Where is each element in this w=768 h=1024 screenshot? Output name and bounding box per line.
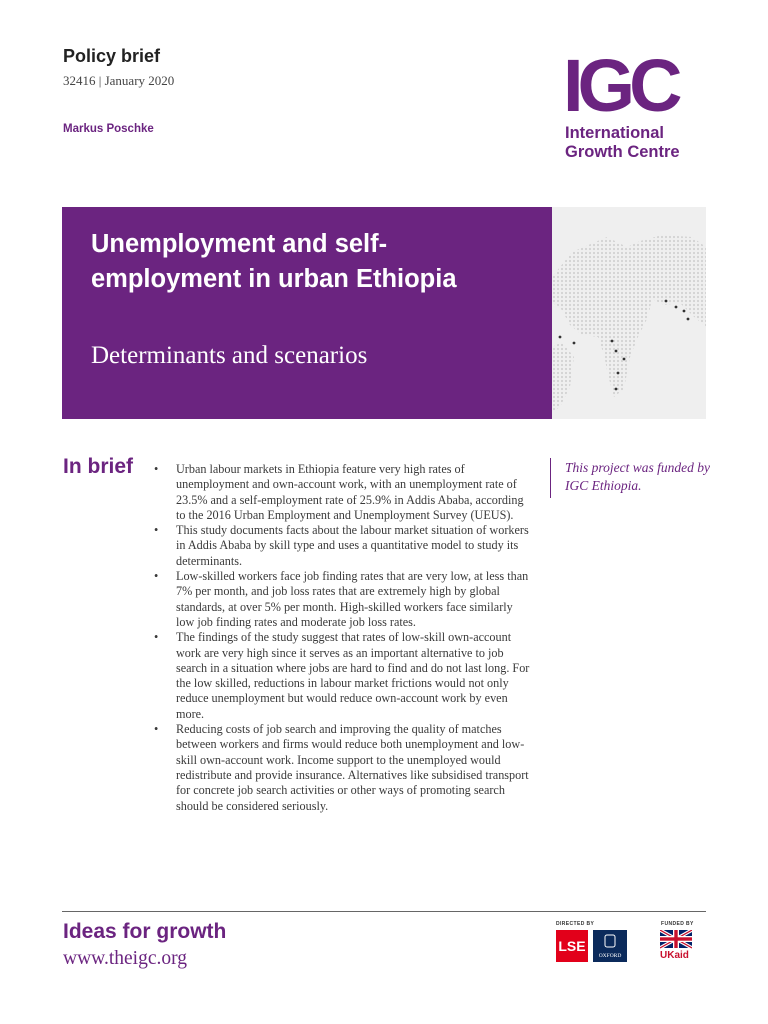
- in-brief-heading: In brief: [63, 455, 134, 478]
- page-subtitle: Determinants and scenarios: [91, 342, 368, 369]
- doc-type: Policy brief: [63, 46, 161, 66]
- igc-logo-mark: [563, 55, 695, 117]
- footer-url-link[interactable]: www.theigc.org: [63, 948, 188, 969]
- sidebar-divider: [550, 458, 551, 498]
- bullet-text: Low-skilled workers face job finding rates that are very low, at less than 7% per month, and job loss rates that are extremely high by global standards, at over 5% per month. High-skilled workers face similarly low job finding rates and moderate job loss rates.: [176, 569, 529, 629]
- directed-by-label: DIRECTED BY: [556, 921, 595, 927]
- igc-logo: [563, 55, 695, 122]
- list-item: [154, 722, 534, 814]
- bullet-icon: •: [154, 523, 159, 538]
- bullet-icon: •: [154, 462, 159, 476]
- bullet-icon: •: [154, 630, 159, 645]
- bullet-text: This study documents facts about the labour market situation of workers in Addis Ababa by skill type and uses a quantitative model to study its determinants.: [176, 523, 529, 568]
- in-brief-list: [154, 462, 534, 814]
- page-title: Unemployment and self-employment in urban Ethiopia: [91, 230, 457, 293]
- logo-line-2: Growth Centre: [565, 143, 680, 161]
- bullet-text: The findings of the study suggest that rates of low-skill own-account work are very high since it serves as an important alternative to job search in a situation where jobs are hard to find and do not last long. For the low skilled, reductions in labour market frictions would not only reduce unemployment but would reduce own-account work by even more.: [176, 630, 530, 721]
- bullet-text: Reducing costs of job search and improving the quality of matches between workers and firms would reduce both unemployment and low-skill own-account work. Income support to the unemployed would redistribute and provide insurance. Alternatives like subsidised transport for concrete job search activities or other ways of promoting search should be considered seriously.: [176, 722, 529, 813]
- hero-banner: [62, 207, 552, 419]
- bullet-text: Urban labour markets in Ethiopia feature very high rates of unemployment and own-account work, with an unemployment rate of 23.5% and a self-employment rate of 25.9% in Addis Ababa, according to the 2016 Urban Employment and Unemployment Survey (UEUS).: [176, 462, 524, 522]
- bullet-icon: •: [154, 569, 159, 584]
- logo-line-1: International: [565, 124, 665, 142]
- bullet-icon: •: [154, 722, 159, 737]
- lse-logo: LSE: [556, 930, 588, 962]
- world-map-icon: [552, 207, 706, 419]
- oxford-logo: [593, 930, 627, 962]
- list-item: [154, 569, 534, 630]
- funding-note: This project was funded by IGC Ethiopia.: [565, 460, 710, 493]
- list-item: [154, 630, 534, 722]
- doc-meta: 32416 | January 2020: [63, 73, 175, 88]
- oxford-logo-text: OXFORD: [598, 953, 622, 959]
- footer-divider: [62, 911, 706, 912]
- author: Markus Poschke: [63, 123, 154, 135]
- list-item: [154, 523, 534, 569]
- ukaid-logo: [660, 930, 692, 962]
- list-item: [154, 462, 534, 523]
- ukaid-logo-text: UKaid: [660, 950, 689, 961]
- igc-logo-letters: IGC: [563, 55, 677, 117]
- igc-logo-text: [565, 124, 680, 162]
- footer-tagline: Ideas for growth: [63, 920, 227, 943]
- funded-by-label: FUNDED BY: [661, 921, 694, 927]
